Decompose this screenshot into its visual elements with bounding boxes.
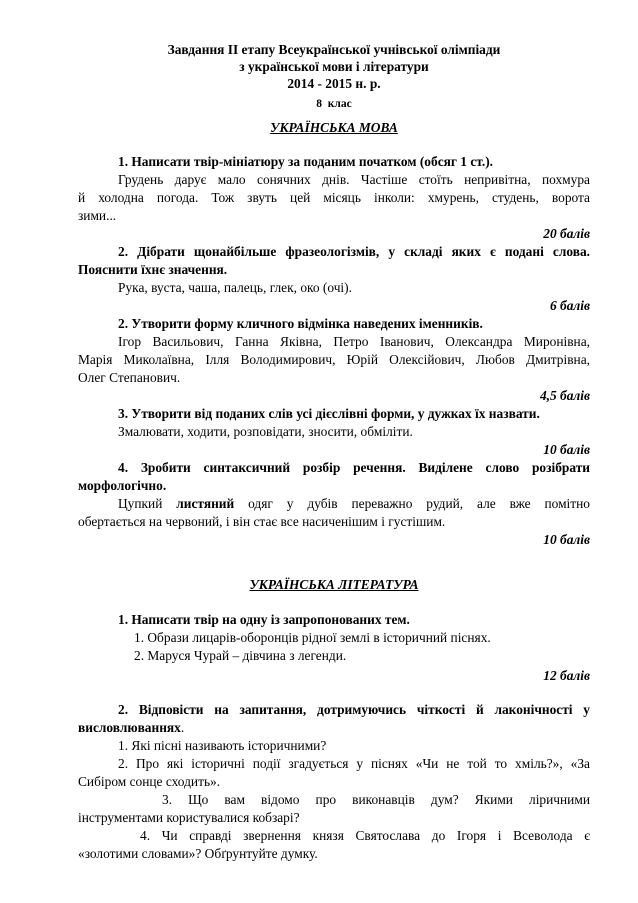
task-heading: 3. Утворити від поданих слів усі дієслівні форми, у дужках їх назвати. [118,406,540,421]
question: 3. Що вам відомо про виконавців дум? Якими ліричними [162,792,590,807]
task-heading: Пояснити їхнє значення. [78,262,228,277]
question: 4. Чи справді звернення князя Святослава до Ігоря і Всеволода є [140,828,590,843]
task-score: 6 балів [550,298,590,313]
task-block-2 [78,243,590,315]
task-heading [78,719,590,737]
question: інструментами користувалися кобзарі? [78,810,300,825]
task-heading: 1. Написати твір-мініатюру за поданим початком (обсяг 1 ст.). [118,154,494,169]
topic-option: 1. Образи лицарів-оборонців рідної землі в історичний піснях. [134,630,491,645]
task-text-part: одяг у дубів переважно рудий, але вже помітно [234,496,590,511]
task-heading: 2. Відповісти на запитання, дотримуючись чіткості й лаконічності у [118,702,590,717]
task-heading: 2. Утворити форму кличного відмінка наведених іменників. [118,316,483,331]
task-score: 10 балів [543,442,590,457]
task-text: Ігор Васильович, Ганна Яківна, Петро Іванович, Олександра Миронівна, [118,334,590,349]
lit-task-block-2 [78,701,590,863]
section-title-literature: УКРАЇНСЬКА ЛІТЕРАТУРА [249,577,419,592]
task-score: 10 балів [543,532,590,547]
task-heading: 4. Зробити синтаксичний розбір речення. Виділене слово розібрати [118,460,590,475]
olympiad-title-line2: з української мови і літератури [239,59,429,74]
question: Сибіром сонце сходить». [78,774,221,789]
task-block-3 [78,315,590,405]
task-heading: 1. Написати твір на одну із запропонованих тем. [118,612,410,627]
task-text: Грудень дарує мало сонячних днів. Частіше стоїть непривітна, похмура [118,172,590,187]
question: «золотими словами»? Обґрунтуйте думку. [78,846,318,861]
task-text: зими... [78,208,117,223]
task-text-part: Цупкий [118,496,177,511]
task-heading-part: висловлюваннях [78,720,181,735]
lit-task-block-1 [78,611,590,685]
document-page [78,41,590,863]
task-text: Змалювати, ходити, розповідати, зносити, обміліти. [118,424,413,439]
question: 1. Які пісні називають історичними? [118,738,327,753]
olympiad-title-line1: Завдання ІІ етапу Всеукраїнської учнівської олімпіади [167,42,501,57]
task-text: Рука, вуста, чаша, палець, глек, око (очі). [118,280,352,295]
task-text: Олег Степанович. [78,370,181,385]
task-text: й холодна погода. Тож звуть цей місяць інколи: хмурень, студень, ворота [78,190,590,205]
highlighted-word: листяний [176,496,235,511]
task-score: 12 балів [543,668,590,683]
grade-label: 8 клас [316,98,352,110]
task-block-1 [78,153,590,243]
task-text: обертається на червоний, і він стає все насиченішим і густішим. [78,514,446,529]
task-heading: 2. Дібрати щонайбільше фразеологізмів, у складі яких є подані слова. [118,244,590,259]
task-text: Марія Миколаївна, Ілля Володимирович, Юрій Олексійович, Любов Дмитрівна, [78,352,590,367]
question: 2. Про які історичні події згадується у піснях «Чи не той то хміль?», «За [118,756,590,771]
topic-option: 2. Маруся Чурай – дівчина з легенди. [134,648,347,663]
task-text [78,495,590,513]
academic-year: 2014 - 2015 н. р. [287,76,381,91]
task-heading-dot: . [180,720,185,735]
task-block-5 [78,459,590,549]
task-score: 4,5 балів [539,388,590,403]
section-title-language: УКРАЇНСЬКА МОВА [270,120,398,135]
task-heading: морфологічно. [78,478,167,493]
task-block-4 [78,405,590,459]
task-score: 20 балів [543,226,590,241]
